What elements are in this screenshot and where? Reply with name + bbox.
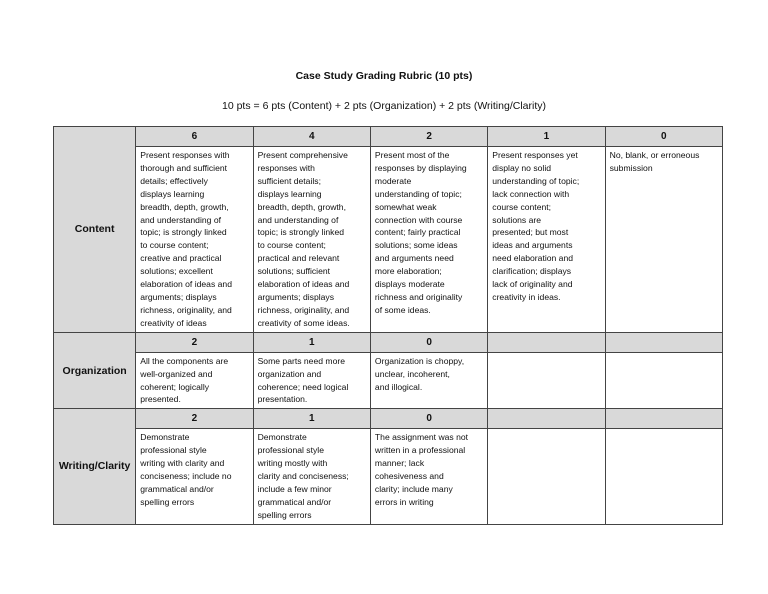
organization-score-cell	[488, 332, 605, 352]
writing-description-cell: Demonstrate professional style writing mostly with clarity and conciseness; include a few minor grammatical and/or spelling errors	[253, 429, 370, 524]
organization-description-cell: All the components are well-organized and coherent; logically presented.	[136, 352, 253, 409]
content-description-cell: Present responses yet display no solid understanding of topic; lack connection with course content; solutions are presented; but most ideas and arguments need elaboration and clarification; displays lack of originality and creativity in ideas.	[488, 147, 605, 333]
page-subtitle: 10 pts = 6 pts (Content) + 2 pts (Organization) + 2 pts (Writing/Clarity)	[222, 100, 546, 112]
writing-description-cell	[488, 429, 605, 524]
organization-score-cell: 2	[136, 332, 253, 352]
content-score-cell: 6	[136, 127, 253, 147]
content-description-cell: Present responses with thorough and sufficient details; effectively displays learning breadth, depth, growth, and understanding of topic; is strongly linked to course content; creative and practical solutions; excellent elaboration of ideas and arguments; displays richness, originality, and creativity of ideas	[136, 147, 253, 333]
writing-score-row	[54, 409, 723, 429]
content-score-row	[54, 127, 723, 147]
content-description-row	[54, 147, 723, 333]
writing-score-cell: 1	[253, 409, 370, 429]
writing-row-label: Writing/Clarity	[54, 409, 136, 524]
organization-description-cell: Some parts need more organization and coherence; need logical presentation.	[253, 352, 370, 409]
writing-description-cell: Demonstrate professional style writing with clarity and conciseness; include no grammatical and/or spelling errors	[136, 429, 253, 524]
writing-score-cell: 0	[370, 409, 487, 429]
writing-description-row	[54, 429, 723, 524]
content-description-cell: Present most of the responses by displaying moderate understanding of topic; somewhat weak connection with course content; fairly practical solutions; some ideas and arguments need more elaboration; displays moderate richness and originality of some ideas.	[370, 147, 487, 333]
content-description-cell: Present comprehensive responses with sufficient details; displays learning breadth, depth, growth, and understanding of topic; is strongly linked to course content; practical and relevant solutions; sufficient elaboration of ideas and arguments; displays richness, originality, and creativity of some ideas.	[253, 147, 370, 333]
page-title: Case Study Grading Rubric (10 pts)	[295, 70, 473, 82]
organization-score-cell: 0	[370, 332, 487, 352]
organization-description-cell: Organization is choppy, unclear, incoherent, and illogical.	[370, 352, 487, 409]
organization-description-cell	[605, 352, 722, 409]
content-score-cell: 4	[253, 127, 370, 147]
content-score-cell: 0	[605, 127, 722, 147]
rubric-table	[53, 126, 723, 525]
organization-description-cell	[488, 352, 605, 409]
organization-row-label: Organization	[54, 332, 136, 409]
content-row-label: Content	[54, 127, 136, 333]
writing-score-cell: 2	[136, 409, 253, 429]
writing-description-cell: The assignment was not written in a professional manner; lack cohesiveness and clarity; include many errors in writing	[370, 429, 487, 524]
content-score-cell: 2	[370, 127, 487, 147]
content-description-cell: No, blank, or erroneous submission	[605, 147, 722, 333]
content-score-cell: 1	[488, 127, 605, 147]
writing-score-cell	[488, 409, 605, 429]
organization-score-cell	[605, 332, 722, 352]
organization-score-row	[54, 332, 723, 352]
organization-description-row	[54, 352, 723, 409]
organization-score-cell: 1	[253, 332, 370, 352]
writing-description-cell	[605, 429, 722, 524]
writing-score-cell	[605, 409, 722, 429]
